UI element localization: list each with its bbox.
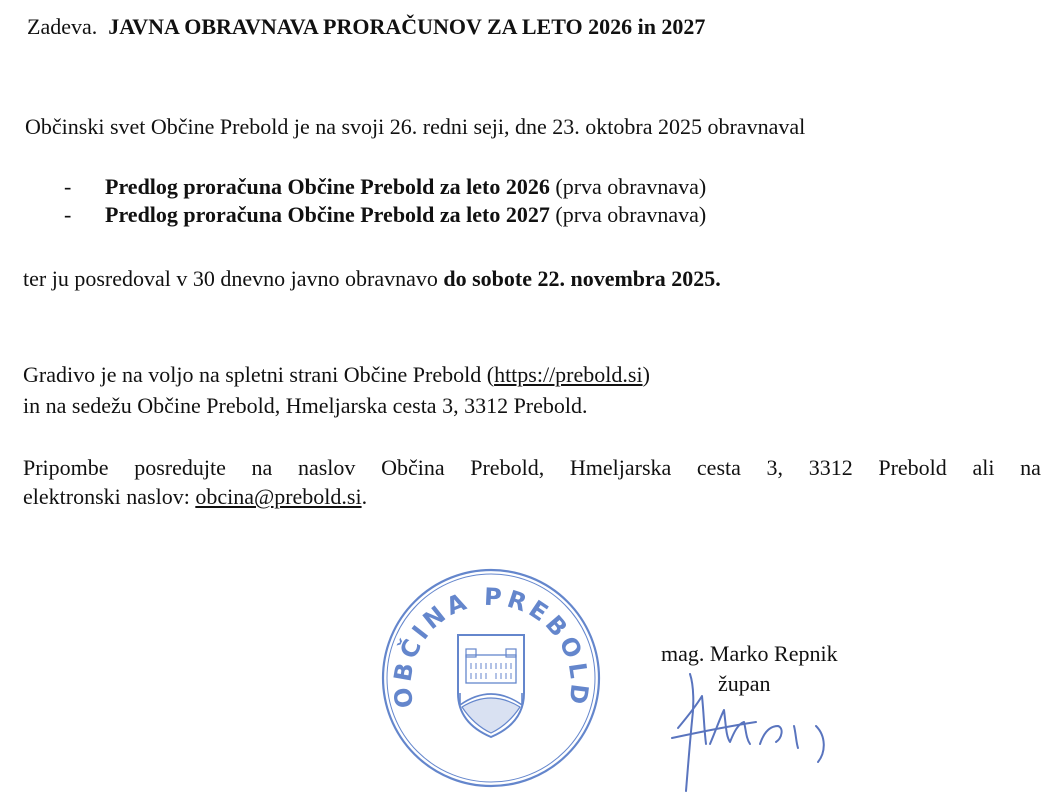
comments-word: Pripombe — [23, 455, 109, 480]
coat-of-arms-icon — [458, 635, 524, 737]
comments-line-2 — [23, 484, 367, 510]
bullet-note: (prva obravnava) — [549, 202, 707, 227]
comments-word: naslov — [297, 455, 356, 480]
bullet-dash: - — [64, 202, 72, 227]
comments-text-before: elektronski naslov: — [23, 484, 196, 509]
signer-title: župan — [718, 671, 771, 696]
material-text-before: Gradivo je na voljo na spletni strani Občine Prebold ( — [23, 362, 495, 387]
comments-word: Prebold — [878, 455, 947, 480]
forwarding-deadline: do sobote 22. novembra 2025. — [443, 266, 721, 291]
material-line-1 — [23, 362, 650, 388]
material-text-after: ) — [642, 362, 650, 387]
comments-line-1 — [23, 455, 1041, 481]
comments-word: posredujte — [134, 455, 226, 480]
signer-name: mag. Marko Repnik — [661, 641, 838, 666]
subject-title: JAVNA OBRAVNAVA PRORAČUNOV ZA LETO 2026 in 2027 — [108, 14, 706, 39]
bullet-text — [105, 202, 706, 228]
forwarding-text: ter ju posredoval v 30 dnevno javno obravnavo — [23, 266, 444, 291]
comments-text-after: . — [361, 484, 368, 509]
comments-word: Hmeljarska — [569, 455, 672, 480]
bullet-dash: - — [64, 174, 72, 199]
comments-word: 3312 — [808, 455, 853, 480]
comments-word: na — [251, 455, 273, 480]
intro-paragraph: Občinski svet Občine Prebold je na svoji 26. redni seji, dne 23. oktobra 2025 obravnaval — [25, 114, 806, 139]
comments-word: Občina — [381, 455, 445, 480]
bullet-bold-text: Predlog proračuna Občine Prebold za leto 2027 — [105, 202, 550, 227]
comments-word: ali — [972, 455, 995, 480]
bullet-text — [105, 174, 706, 200]
stamp-text — [388, 583, 593, 710]
municipality-stamp — [378, 565, 604, 791]
website-link[interactable]: https://prebold.si — [494, 362, 643, 387]
subject-line — [27, 14, 705, 40]
material-line-2: in na sedežu Občine Prebold, Hmeljarska cesta 3, 3312 Prebold. — [23, 393, 588, 418]
comments-word: na — [1020, 455, 1041, 480]
comments-word: Prebold, — [470, 455, 545, 480]
bullet-note: (prva obravnava) — [549, 174, 707, 199]
comments-word: 3, — [766, 455, 784, 480]
subject-prefix: Zadeva. — [27, 14, 98, 39]
stamp-text-path: OBČINA PREBOLD — [388, 582, 594, 710]
bullet-bold-text: Predlog proračuna Občine Prebold za leto 2026 — [105, 174, 550, 199]
forwarding-paragraph — [23, 266, 721, 292]
email-link[interactable]: obcina@prebold.si — [195, 484, 362, 509]
comments-word: cesta — [696, 455, 741, 480]
